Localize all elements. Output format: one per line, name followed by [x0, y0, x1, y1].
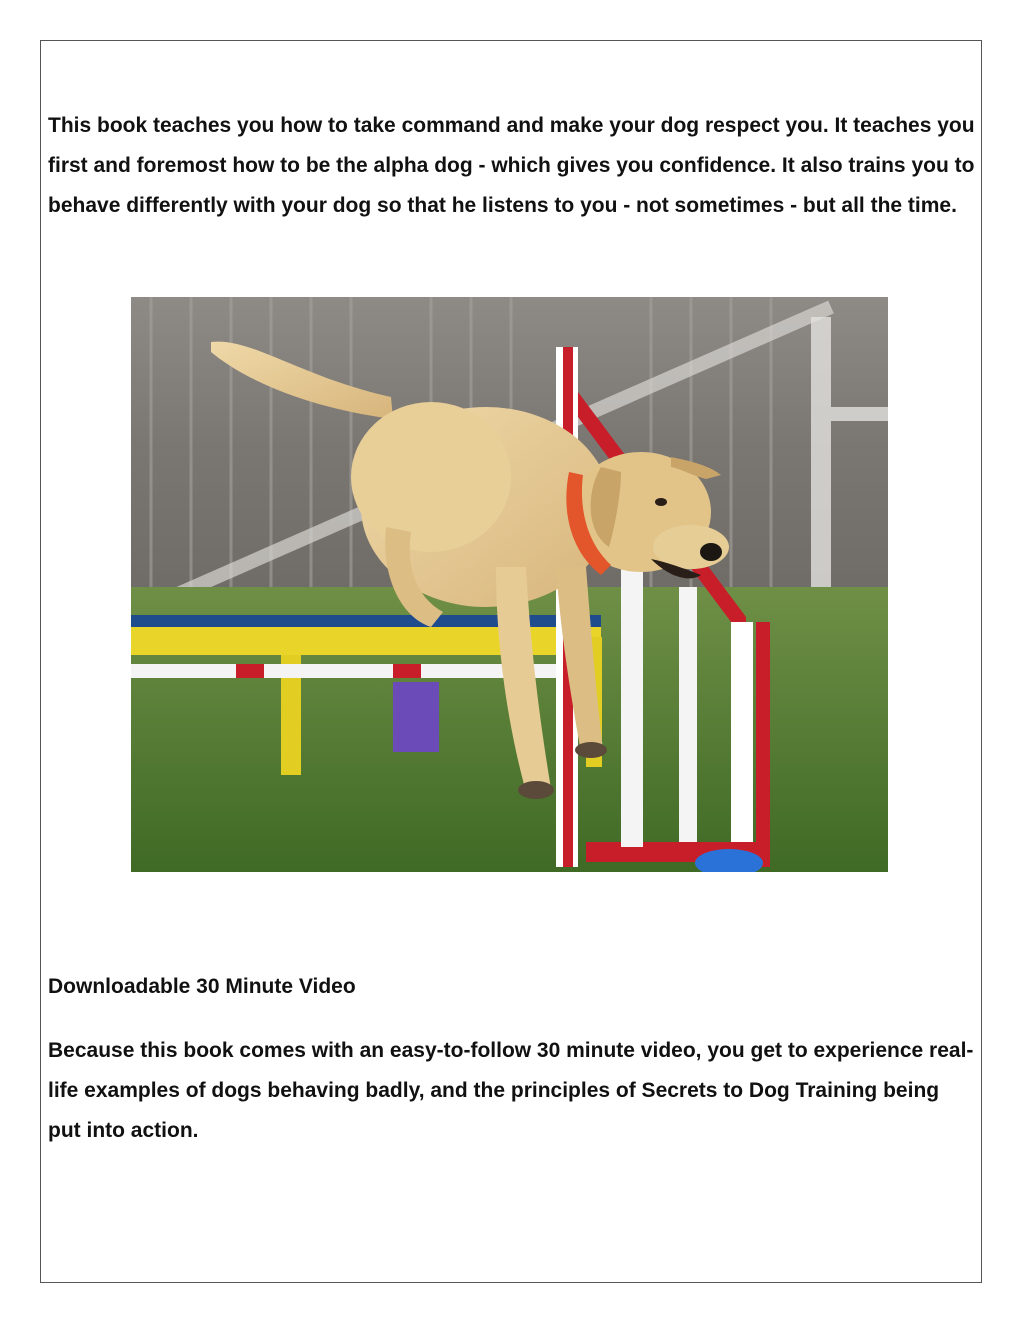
video-section-paragraph: Because this book comes with an easy-to-follow 30 minute video, you get to experience real-life examples of dogs behaving badly, and the principles of Secrets to Dog Training being put into action.: [48, 1039, 974, 1142]
video-section-heading: Downloadable 30 Minute Video: [48, 975, 356, 998]
document-page: [40, 40, 982, 1283]
intro-paragraph: This book teaches you how to take command and make your dog respect you. It teaches you first and foremost how to be the alpha dog - which gives you confidence. It also trains you to behave differently with your dog so that he listens to you - not sometimes - but all the time.: [48, 114, 975, 217]
dog-agility-photo: [131, 297, 888, 872]
